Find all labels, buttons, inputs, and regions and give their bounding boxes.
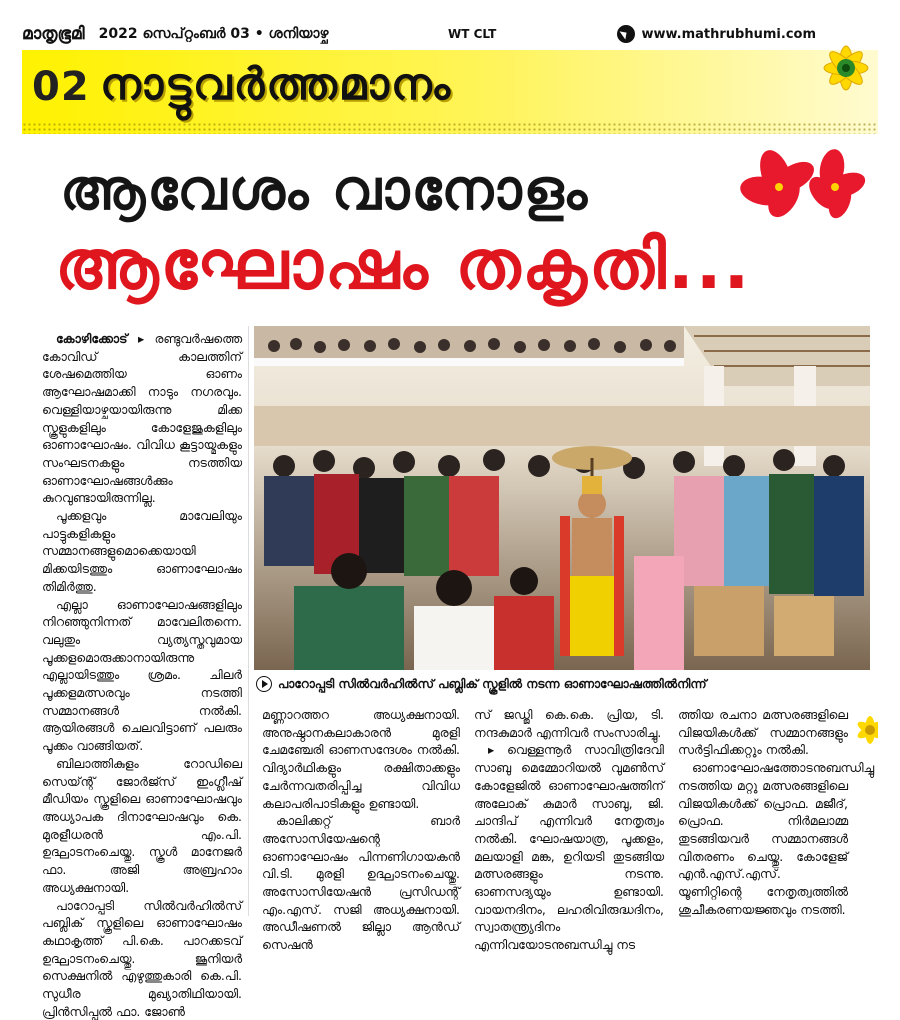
article-column-1 (42, 330, 242, 1020)
page-number: 02 (32, 64, 90, 110)
section-band (22, 50, 878, 134)
hibiscus-icon (724, 135, 874, 235)
cursor-icon (617, 25, 635, 43)
paragraph: എല്ലാ ഓണാഘോഷങ്ങളിലും നിറഞ്ഞുനിന്നത് മാവേലിതന്നെ. വലുതും വ്യത്യസ്തവുമായ പൂക്കളമൊരുക്കാനായിരുന്നു എല്ലായിടത്തും ശ്രമം. ചിലർ പൂക്കളമത്സരവും നടത്തി സമ്മാനങ്ങൾ നൽകി. ആയിരങ്ങൾ ചെലവിട്ടാണ് പലരും പൂക്കം വാങ്ങിയത്. (42, 596, 242, 755)
paragraph: ത്തിയ രചനാ മത്സരങ്ങളിലെ വിജയികൾക്ക് സമ്മാനങ്ങളും സർട്ടിഫിക്കറ്റും നൽകി. (678, 706, 848, 759)
caption-text: പാറോപ്പടി സിൽവർഹിൽസ് പബ്ലിക് സ്കൂളിൽ നടന്ന ഓണാഘോഷത്തിൽനിന്ന് (278, 677, 707, 692)
article-column-3 (474, 706, 664, 954)
play-icon (256, 676, 272, 692)
masthead (22, 20, 878, 48)
website-link[interactable] (617, 25, 816, 43)
paragraph: കാലിക്കറ്റ് ബാർ അസോസിയേഷന്റെ ഓണാഘോഷം പിന്നണിഗായകൻ വി.ടി. മുരളി ഉദ്ഘാടനംചെയ്തു. അസോസിയേഷൻ പ്രസിഡന്റ് എം.എസ്. സജി അധ്യക്ഷനായി. അഡീഷണൽ ജില്ലാ ആൻഡ് സെഷൻ (262, 812, 460, 954)
paragraph: ഓണാഘോഷത്തോടനുബന്ധിച്ചു നടത്തിയ മറ്റു മത്സരങ്ങളിലെ വിജയികൾക്ക് പ്രൊഫ. മജീദ്, പ്രൊഫ. നിർമലാമ്മ തുടങ്ങിയവർ സമ്മാനങ്ങൾ വിതരണം ചെയ്തു. കോളേജ് എൻ.എസ്.എസ്. യൂണിറ്റിന്റെ നേതൃത്വത്തിൽ ശുചീകരണയജ്ഞവും നടത്തി. (678, 759, 848, 918)
edition-code: WT CLT (448, 27, 496, 41)
event-photo (254, 326, 870, 670)
column-divider (248, 326, 249, 916)
issue-date: 2022 സെപ്റ്റംബർ 03 • ശനിയാഴ്ച (99, 26, 329, 42)
website-url: www.mathrubhumi.com (641, 27, 816, 42)
sunflower-icon (806, 22, 876, 132)
paragraph: ▸ വെള്ളന്നൂർ സാവിത്രിദേവി സാബു മെമ്മോറിയൽ വുമൺസ് കോളേജിൽ ഓണാഘോഷത്തിന് അലോക് കുമാർ സാബു, ജി. ചാന്ദിപ് എന്നിവർ നേതൃത്വം നൽകി. ഘോഷയാത്ര, പൂക്കളം, മലയാളി മങ്ക, ഉറിയടി തുടങ്ങിയ മത്സരങ്ങളും നടന്നു. ഓണസദ്യയും ഉണ്ടായി. വായനദിനം, ലഹരിവിരുദ്ധദിനം, സ്വാതന്ത്ര്യദിനം എന്നിവയോടനുബന്ധിച്ചു നട (474, 741, 664, 953)
dateline: കോഴിക്കോട് ▸ (56, 331, 144, 346)
paragraph: പൂക്കളവും മാവേലിയും പാട്ടുകളികളും സമ്മാനങ്ങളുമൊക്കെയായി മിക്കയിടത്തും ഓണാഘോഷം തിമിർത്തു. (42, 507, 242, 596)
photo-caption (256, 676, 707, 692)
section-title: നാട്ടുവർത്തമാനം (100, 59, 452, 110)
deck-headline: ആവേശം വാനോളം (60, 158, 589, 224)
band-dot-pattern (22, 122, 878, 134)
article-column-2 (262, 706, 460, 954)
main-headline: ആഘോഷം തകൃതി... (55, 226, 751, 306)
article-column-4 (678, 706, 848, 918)
sunflower-icon (848, 700, 878, 760)
paragraph: മണ്ണാറത്തറ അധ്യക്ഷനായി. അനുഷ്ഠാനകലാകാരൻ മുരളി ചേമഞ്ചേരി ഓണസന്ദേശം നൽകി. വിദ്യാർഥികളും രക്ഷിതാക്കളും ചേർന്നവതരിപ്പിച്ച വിവിധ കലാപരിപാടികളും ഉണ്ടായി. (262, 706, 460, 812)
paragraph: സ് ജഡ്ജി കെ.കെ. പ്രിയ, ടി. നന്ദകുമാർ എന്നിവർ സംസാരിച്ചു. (474, 706, 664, 741)
paragraph: കോഴിക്കോട് ▸ രണ്ടുവർഷത്തെ കോവിഡ് കാലത്തിന് ശേഷമെത്തിയ ഓണം ആഘോഷമാക്കി നാടും നഗരവും. വെള്ളിയാഴ്ചയായിരുന്നു മിക്ക സ്കൂളുകളിലും കോളേജുകളിലും ഓണാഘോഷം. വിവിധ കൂട്ടായ്മകളും സംഘടനകളും നടത്തിയ ഓണാഘോഷങ്ങൾക്കും കുറവുണ്ടായിരുന്നില്ല. (42, 330, 242, 507)
paragraph: ബിലാത്തികുളം റോഡിലെ സെയ്ന്റ് ജോർജ്സ് ഇംഗ്ലീഷ് മീഡിയം സ്കൂളിലെ ഓണാഘോഷവും അധ്യാപക ദിനാഘോഷവും കെ. മുരളീധരൻ എം.പി. ഉദ്ഘാടനംചെയ്തു. സ്കൂൾ മാനേജർ ഫാ. അജി അബ്രഹാം അധ്യക്ഷനായി. (42, 755, 242, 897)
crowd-photo-illustration (254, 326, 870, 670)
newspaper-logo: മാതൃഭൂമി (22, 24, 85, 44)
paragraph: പാറോപ്പടി സിൽവർഹിൽസ് പബ്ലിക് സ്കൂളിലെ ഓണാഘോഷം കഥാകൃത്ത് പി.കെ. പാറക്കടവ് ഉദ്ഘാടനംചെയ്തു. ജൂനിയർ സെക്ഷനിൽ എഴുത്തുകാരി കെ.പി. സുധീര മുഖ്യാതിഥിയായി. പ്രിൻസിപ്പൽ ഫാ. ജോൺ (42, 897, 242, 1020)
